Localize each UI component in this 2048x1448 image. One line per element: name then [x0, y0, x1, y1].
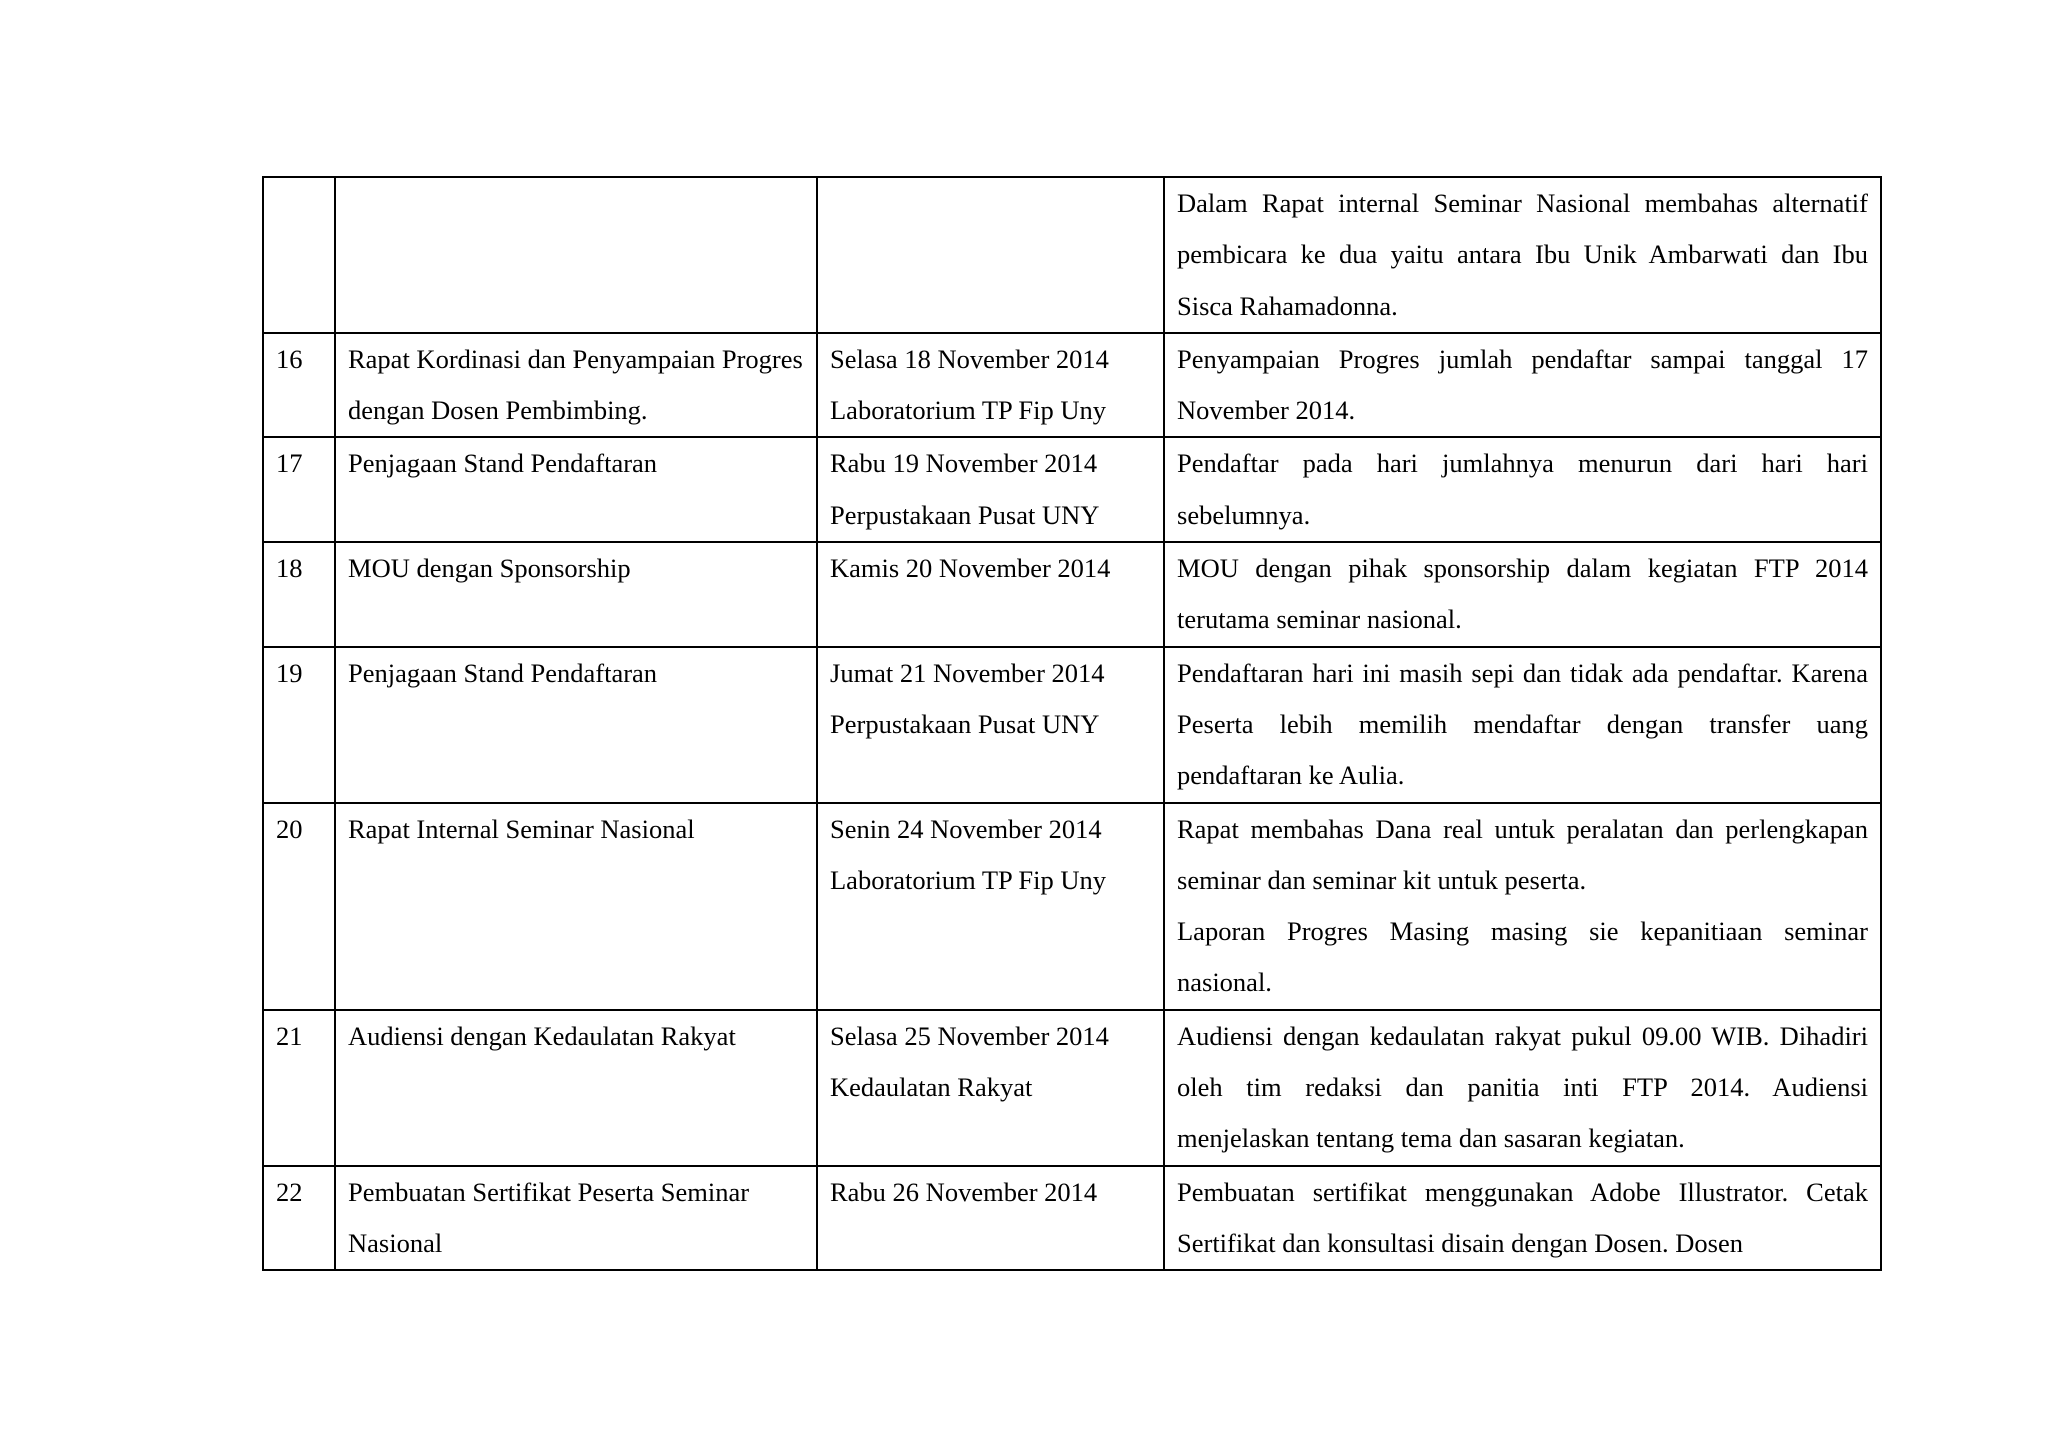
description-cell	[1164, 1166, 1881, 1271]
date-text: Jumat 21 November 2014	[830, 657, 1105, 688]
description-cell	[1164, 803, 1881, 1010]
activity-cell: Rapat Internal Seminar Nasional	[335, 803, 817, 1010]
row-number: 18	[263, 542, 335, 647]
description-paragraph: Dalam Rapat internal Seminar Nasional membahas alternatif pembicara ke dua yaitu antara Ibu Unik Ambarwati dan Ibu Sisca Rahamadonna.	[1177, 188, 1868, 321]
table-row	[263, 542, 1881, 647]
table-row	[263, 333, 1881, 438]
row-number: 20	[263, 803, 335, 1010]
row-number	[263, 177, 335, 333]
description-paragraph: Audiensi dengan kedaulatan rakyat pukul 09.00 WIB. Dihadiri oleh tim redaksi dan panitia inti FTP 2014. Audiensi menjelaskan tentang tema dan sasaran kegiatan.	[1177, 1020, 1868, 1154]
date-text: Kamis 20 November 2014	[830, 553, 1111, 584]
date-text: Selasa 18 November 2014	[830, 343, 1109, 374]
row-number: 21	[263, 1010, 335, 1166]
place-text: Kedaulatan Rakyat	[830, 1072, 1033, 1103]
date-place-cell	[817, 437, 1164, 542]
activity-cell: MOU dengan Sponsorship	[335, 542, 817, 647]
row-number: 16	[263, 333, 335, 438]
date-place-cell	[817, 177, 1164, 333]
date-text: Rabu 26 November 2014	[830, 1176, 1098, 1207]
description-paragraph: Penyampaian Progres jumlah pendaftar sampai tanggal 17 November 2014.	[1177, 343, 1868, 426]
description-cell	[1164, 437, 1881, 542]
row-number: 19	[263, 647, 335, 803]
row-number: 17	[263, 437, 335, 542]
activity-cell	[335, 177, 817, 333]
date-place-cell	[817, 542, 1164, 647]
activity-cell: Rapat Kordinasi dan Penyampaian Progres dengan Dosen Pembimbing.	[335, 333, 817, 438]
description-cell	[1164, 647, 1881, 803]
place-text: Perpustakaan Pusat UNY	[830, 499, 1100, 530]
table-row	[263, 803, 1881, 1010]
activity-cell: Audiensi dengan Kedaulatan Rakyat	[335, 1010, 817, 1166]
description-cell	[1164, 333, 1881, 438]
description-cell	[1164, 177, 1881, 333]
description-paragraph: MOU dengan pihak sponsorship dalam kegiatan FTP 2014 terutama seminar nasional.	[1177, 553, 1868, 635]
place-text: Laboratorium TP Fip Uny	[830, 395, 1107, 426]
activity-cell: Penjagaan Stand Pendaftaran	[335, 437, 817, 542]
activity-cell: Penjagaan Stand Pendaftaran	[335, 647, 817, 803]
date-text: Senin 24 November 2014	[830, 813, 1102, 844]
description-cell	[1164, 1010, 1881, 1166]
date-place-cell	[817, 333, 1164, 438]
date-place-cell	[817, 647, 1164, 803]
date-place-cell	[817, 1010, 1164, 1166]
activity-log-table	[262, 176, 1882, 1271]
date-text: Rabu 19 November 2014	[830, 448, 1098, 479]
description-paragraph: Pendaftaran hari ini masih sepi dan tidak ada pendaftar. Karena Peserta lebih memilih mendaftar dengan transfer uang pendaftaran ke Aulia.	[1177, 657, 1868, 791]
place-text: Perpustakaan Pusat UNY	[830, 708, 1100, 739]
description-paragraph: Pendaftar pada hari jumlahnya menurun dari hari hari sebelumnya.	[1177, 448, 1868, 530]
table-row	[263, 177, 1881, 333]
description-paragraph: Laporan Progres Masing masing sie kepanitiaan seminar nasional.	[1177, 916, 1868, 998]
date-place-cell	[817, 1166, 1164, 1271]
table-row	[263, 647, 1881, 803]
description-cell	[1164, 542, 1881, 647]
row-number: 22	[263, 1166, 335, 1271]
table-row	[263, 437, 1881, 542]
date-text: Selasa 25 November 2014	[830, 1020, 1109, 1051]
place-text: Laboratorium TP Fip Uny	[830, 864, 1107, 895]
activity-cell: Pembuatan Sertifikat Peserta Seminar Nasional	[335, 1166, 817, 1271]
table-row	[263, 1010, 1881, 1166]
description-paragraph: Pembuatan sertifikat menggunakan Adobe Illustrator. Cetak Sertifikat dan konsultasi disain dengan Dosen. Dosen	[1177, 1176, 1868, 1258]
description-paragraph: Rapat membahas Dana real untuk peralatan dan perlengkapan seminar dan seminar kit untuk peserta.	[1177, 813, 1868, 895]
table-row	[263, 1166, 1881, 1271]
date-place-cell	[817, 803, 1164, 1010]
